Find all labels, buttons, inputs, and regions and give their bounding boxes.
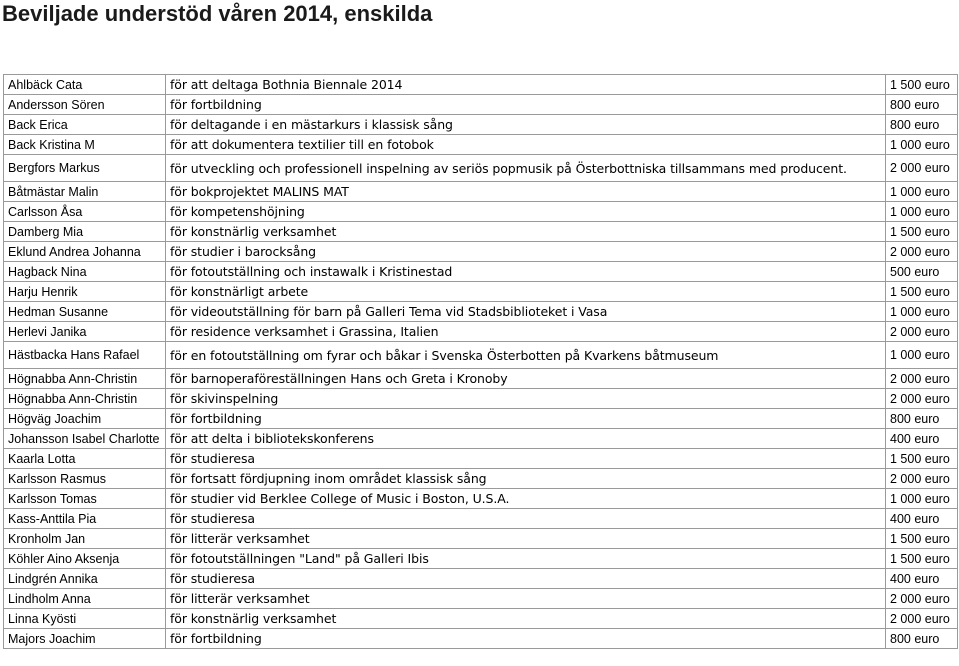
- grant-amount-cell: 800 euro: [886, 95, 958, 115]
- grant-amount-cell: 1 500 euro: [886, 222, 958, 242]
- table-row: [4, 629, 958, 649]
- grant-purpose-cell: för litterär verksamhet: [166, 529, 886, 549]
- grant-amount-cell: 2 000 euro: [886, 155, 958, 182]
- table-row: [4, 302, 958, 322]
- recipient-name-cell: Eklund Andrea Johanna: [4, 242, 166, 262]
- recipient-name-cell: Herlevi Janika: [4, 322, 166, 342]
- grants-table-body: [4, 75, 958, 649]
- table-row: [4, 262, 958, 282]
- table-row: [4, 135, 958, 155]
- grant-amount-cell: 1 500 euro: [886, 282, 958, 302]
- recipient-name-cell: Back Erica: [4, 115, 166, 135]
- recipient-name-cell: Back Kristina M: [4, 135, 166, 155]
- grant-amount-cell: 2 000 euro: [886, 389, 958, 409]
- recipient-name-cell: Lindholm Anna: [4, 589, 166, 609]
- table-row: [4, 409, 958, 429]
- grant-amount-cell: 2 000 euro: [886, 369, 958, 389]
- grant-amount-cell: 1 000 euro: [886, 342, 958, 369]
- recipient-name-cell: Andersson Sören: [4, 95, 166, 115]
- table-row: [4, 342, 958, 369]
- grant-purpose-cell: för deltagande i en mästarkurs i klassisk sång: [166, 115, 886, 135]
- grant-amount-cell: 1 000 euro: [886, 182, 958, 202]
- recipient-name-cell: Majors Joachim: [4, 629, 166, 649]
- page-title: Beviljade understöd våren 2014, enskilda: [2, 1, 433, 26]
- grant-amount-cell: 2 000 euro: [886, 469, 958, 489]
- grant-purpose-cell: för konstnärlig verksamhet: [166, 609, 886, 629]
- recipient-name-cell: Hagback Nina: [4, 262, 166, 282]
- grant-purpose-cell: för fortsatt fördjupning inom området klassisk sång: [166, 469, 886, 489]
- table-row: [4, 389, 958, 409]
- grant-purpose-cell: för studieresa: [166, 569, 886, 589]
- grant-amount-cell: 1 000 euro: [886, 202, 958, 222]
- grant-amount-cell: 400 euro: [886, 429, 958, 449]
- grant-amount-cell: 1 000 euro: [886, 489, 958, 509]
- grant-purpose-cell: för residence verksamhet i Grassina, Italien: [166, 322, 886, 342]
- table-row: [4, 449, 958, 469]
- grant-purpose-cell: för skivinspelning: [166, 389, 886, 409]
- recipient-name-cell: Linna Kyösti: [4, 609, 166, 629]
- grant-purpose-cell: för barnoperaföreställningen Hans och Greta i Kronoby: [166, 369, 886, 389]
- grant-purpose-cell: för fortbildning: [166, 95, 886, 115]
- grant-purpose-cell: för videoutställning för barn på Galleri Tema vid Stadsbiblioteket i Vasa: [166, 302, 886, 322]
- grant-purpose-cell: för kompetenshöjning: [166, 202, 886, 222]
- grant-amount-cell: 1 000 euro: [886, 302, 958, 322]
- grant-amount-cell: 2 000 euro: [886, 322, 958, 342]
- table-row: [4, 569, 958, 589]
- table-row: [4, 182, 958, 202]
- table-row: [4, 115, 958, 135]
- grant-amount-cell: 800 euro: [886, 115, 958, 135]
- table-row: [4, 429, 958, 449]
- table-row: [4, 549, 958, 569]
- grant-purpose-cell: för studier vid Berklee College of Music i Boston, U.S.A.: [166, 489, 886, 509]
- recipient-name-cell: Carlsson Åsa: [4, 202, 166, 222]
- grants-table: [3, 74, 958, 649]
- recipient-name-cell: Högnabba Ann-Christin: [4, 369, 166, 389]
- table-row: [4, 469, 958, 489]
- recipient-name-cell: Karlsson Rasmus: [4, 469, 166, 489]
- grant-purpose-cell: för fotoutställningen "Land" på Galleri Ibis: [166, 549, 886, 569]
- table-row: [4, 589, 958, 609]
- table-row: [4, 509, 958, 529]
- table-row: [4, 75, 958, 95]
- grant-purpose-cell: för fortbildning: [166, 629, 886, 649]
- grant-amount-cell: 1 000 euro: [886, 135, 958, 155]
- recipient-name-cell: Högnabba Ann-Christin: [4, 389, 166, 409]
- grant-purpose-cell: för studieresa: [166, 509, 886, 529]
- grant-purpose-cell: för studieresa: [166, 449, 886, 469]
- grant-amount-cell: 2 000 euro: [886, 609, 958, 629]
- grant-amount-cell: 800 euro: [886, 629, 958, 649]
- grant-amount-cell: 800 euro: [886, 409, 958, 429]
- recipient-name-cell: Köhler Aino Aksenja: [4, 549, 166, 569]
- grant-purpose-cell: för studier i barocksång: [166, 242, 886, 262]
- recipient-name-cell: Harju Henrik: [4, 282, 166, 302]
- recipient-name-cell: Hedman Susanne: [4, 302, 166, 322]
- recipient-name-cell: Högväg Joachim: [4, 409, 166, 429]
- recipient-name-cell: Båtmästar Malin: [4, 182, 166, 202]
- recipient-name-cell: Karlsson Tomas: [4, 489, 166, 509]
- table-row: [4, 489, 958, 509]
- grant-purpose-cell: för konstnärligt arbete: [166, 282, 886, 302]
- table-row: [4, 155, 958, 182]
- recipient-name-cell: Kronholm Jan: [4, 529, 166, 549]
- table-row: [4, 222, 958, 242]
- grant-amount-cell: 2 000 euro: [886, 589, 958, 609]
- grant-purpose-cell: för fotoutställning och instawalk i Kristinestad: [166, 262, 886, 282]
- table-row: [4, 322, 958, 342]
- recipient-name-cell: Kaarla Lotta: [4, 449, 166, 469]
- grant-amount-cell: 500 euro: [886, 262, 958, 282]
- recipient-name-cell: Ahlbäck Cata: [4, 75, 166, 95]
- recipient-name-cell: Hästbacka Hans Rafael: [4, 342, 166, 369]
- grant-purpose-cell: för konstnärlig verksamhet: [166, 222, 886, 242]
- grant-purpose-cell: för att deltaga Bothnia Biennale 2014: [166, 75, 886, 95]
- table-row: [4, 242, 958, 262]
- grant-purpose-cell: för att dokumentera textilier till en fotobok: [166, 135, 886, 155]
- table-row: [4, 202, 958, 222]
- grant-amount-cell: 1 500 euro: [886, 75, 958, 95]
- table-row: [4, 529, 958, 549]
- grant-purpose-cell: för litterär verksamhet: [166, 589, 886, 609]
- grant-purpose-cell: för en fotoutställning om fyrar och båkar i Svenska Österbotten på Kvarkens båtmuseum: [166, 342, 886, 369]
- table-row: [4, 282, 958, 302]
- table-row: [4, 609, 958, 629]
- grant-purpose-cell: för fortbildning: [166, 409, 886, 429]
- grant-amount-cell: 2 000 euro: [886, 242, 958, 262]
- grant-purpose-cell: för bokprojektet MALINS MAT: [166, 182, 886, 202]
- grant-amount-cell: 400 euro: [886, 509, 958, 529]
- grant-amount-cell: 400 euro: [886, 569, 958, 589]
- grant-amount-cell: 1 500 euro: [886, 529, 958, 549]
- recipient-name-cell: Johansson Isabel Charlotte: [4, 429, 166, 449]
- recipient-name-cell: Lindgrén Annika: [4, 569, 166, 589]
- recipient-name-cell: Damberg Mia: [4, 222, 166, 242]
- table-row: [4, 369, 958, 389]
- grant-amount-cell: 1 500 euro: [886, 449, 958, 469]
- grant-purpose-cell: för att delta i bibliotekskonferens: [166, 429, 886, 449]
- recipient-name-cell: Kass-Anttila Pia: [4, 509, 166, 529]
- table-row: [4, 95, 958, 115]
- grant-amount-cell: 1 500 euro: [886, 549, 958, 569]
- recipient-name-cell: Bergfors Markus: [4, 155, 166, 182]
- grant-purpose-cell: för utveckling och professionell inspelning av seriös popmusik på Österbottniska tillsammans med producent.: [166, 155, 886, 182]
